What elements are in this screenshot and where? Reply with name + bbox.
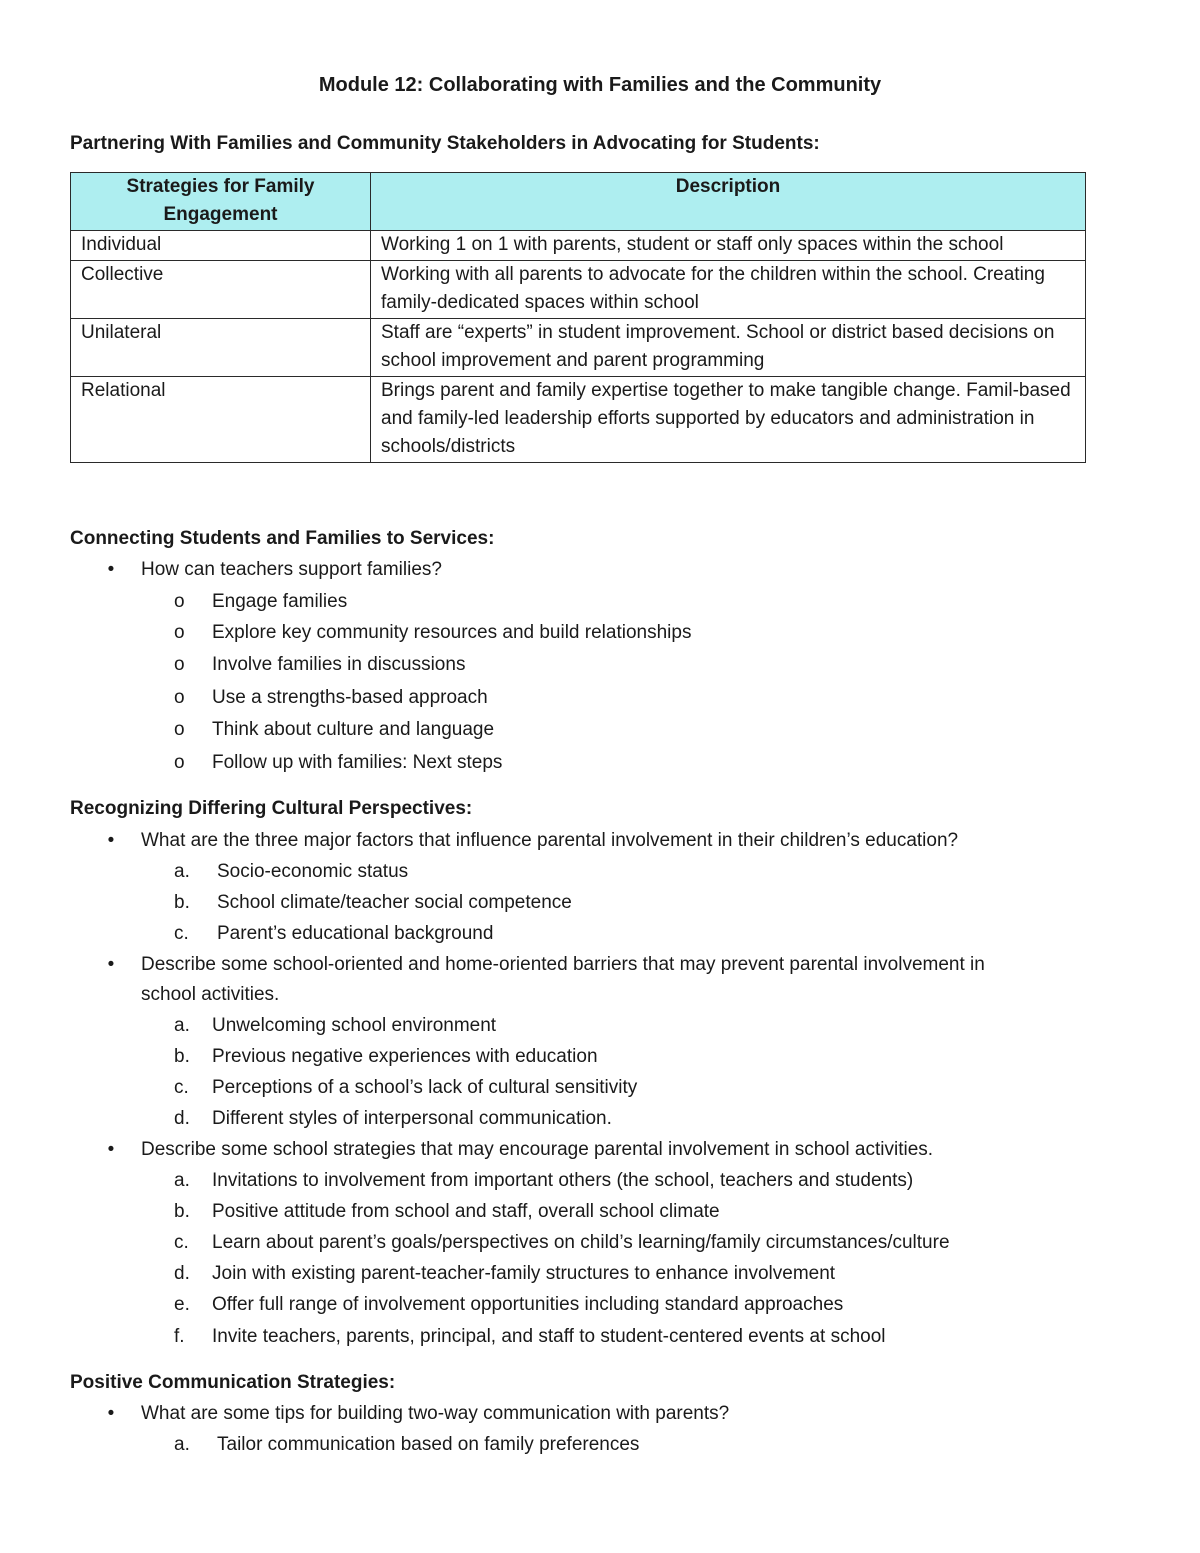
- table-cell-description: Working with all parents to advocate for the children within the school. Creating family-dedicated spaces within school: [371, 261, 1086, 319]
- letter-marker: e.: [174, 1294, 190, 1315]
- list-item: Positive attitude from school and staff, overall school climate: [212, 1201, 720, 1222]
- list-item: Learn about parent’s goals/perspectives on child’s learning/family circumstances/culture: [212, 1232, 950, 1253]
- table-row: [71, 319, 1086, 377]
- table-row: [71, 231, 1086, 261]
- bullet-marker: •: [107, 830, 115, 851]
- bullet-marker: •: [107, 559, 115, 580]
- list-item: Join with existing parent-teacher-family structures to enhance involvement: [212, 1263, 836, 1284]
- list-item: Unwelcoming school environment: [212, 1015, 497, 1036]
- bullet-text: Describe some school strategies that may encourage parental involvement in school activities.: [141, 1139, 934, 1160]
- table-header-strategies: Strategies for Family Engagement: [71, 173, 371, 231]
- bullet-text: Describe some school-oriented and home-oriented barriers that may prevent parental involvement in: [141, 954, 985, 975]
- list-item: Tailor communication based on family preferences: [217, 1434, 640, 1455]
- list-item: Perceptions of a school’s lack of cultural sensitivity: [212, 1077, 638, 1098]
- letter-marker: f.: [174, 1326, 185, 1347]
- table-cell-strategy: Unilateral: [71, 319, 371, 377]
- list-item: Previous negative experiences with education: [212, 1046, 598, 1067]
- bullet-marker: •: [107, 1403, 115, 1424]
- list-item: Engage families: [212, 591, 348, 612]
- list-item: Invitations to involvement from important others (the school, teachers and students): [212, 1170, 914, 1191]
- bullet-marker: •: [107, 954, 115, 975]
- table-cell-strategy: Individual: [71, 231, 371, 261]
- letter-marker: a.: [174, 1170, 190, 1191]
- letter-marker: a.: [174, 1015, 190, 1036]
- table-row: [71, 377, 1086, 463]
- circle-marker: o: [174, 591, 185, 612]
- list-item: Parent’s educational background: [217, 923, 494, 944]
- list-item: Socio-economic status: [217, 861, 409, 882]
- table-row: [71, 261, 1086, 319]
- letter-marker: c.: [174, 1077, 189, 1098]
- circle-marker: o: [174, 687, 185, 708]
- letter-marker: b.: [174, 892, 190, 913]
- letter-marker: b.: [174, 1201, 190, 1222]
- list-item: Follow up with families: Next steps: [212, 752, 503, 773]
- list-item: Invite teachers, parents, principal, and staff to student-centered events at school: [212, 1326, 886, 1347]
- list-item: Involve families in discussions: [212, 654, 466, 675]
- circle-marker: o: [174, 654, 185, 675]
- table-cell-strategy: Collective: [71, 261, 371, 319]
- table-header-description: Description: [371, 173, 1086, 231]
- bullet-marker: •: [107, 1139, 115, 1160]
- bullet-text: How can teachers support families?: [141, 559, 442, 580]
- list-item: Different styles of interpersonal communication.: [212, 1108, 612, 1129]
- list-item: Explore key community resources and build relationships: [212, 622, 692, 643]
- table-cell-description: Staff are “experts” in student improvement. School or district based decisions on school improvement and parent programming: [371, 319, 1086, 377]
- letter-marker: c.: [174, 923, 189, 944]
- section-heading-recognizing: Recognizing Differing Cultural Perspectives:: [70, 798, 473, 819]
- table-header-row: [71, 173, 1086, 231]
- letter-marker: d.: [174, 1263, 190, 1284]
- letter-marker: d.: [174, 1108, 190, 1129]
- table-cell-description: Brings parent and family expertise together to make tangible change. Famil-based and family-led leadership efforts supported by educators and administration in schools/districts: [371, 377, 1086, 463]
- letter-marker: c.: [174, 1232, 189, 1253]
- list-item: School climate/teacher social competence: [217, 892, 572, 913]
- letter-marker: a.: [174, 861, 190, 882]
- section-heading-partnering: Partnering With Families and Community Stakeholders in Advocating for Students:: [70, 133, 820, 154]
- strategies-table: [70, 172, 1086, 463]
- bullet-text: What are some tips for building two-way communication with parents?: [141, 1403, 730, 1424]
- circle-marker: o: [174, 752, 185, 773]
- section-heading-positive-communication: Positive Communication Strategies:: [70, 1372, 396, 1393]
- table-cell-description: Working 1 on 1 with parents, student or staff only spaces within the school: [371, 231, 1086, 261]
- letter-marker: b.: [174, 1046, 190, 1067]
- circle-marker: o: [174, 719, 185, 740]
- bullet-text: What are the three major factors that influence parental involvement in their children’s education?: [141, 830, 959, 851]
- page-title: Module 12: Collaborating with Families and the Community: [318, 74, 882, 96]
- circle-marker: o: [174, 622, 185, 643]
- section-heading-connecting: Connecting Students and Families to Services:: [70, 528, 495, 549]
- table-cell-strategy: Relational: [71, 377, 371, 463]
- list-item: Use a strengths-based approach: [212, 687, 488, 708]
- list-item: Think about culture and language: [212, 719, 495, 740]
- letter-marker: a.: [174, 1434, 190, 1455]
- list-item: Offer full range of involvement opportunities including standard approaches: [212, 1294, 844, 1315]
- bullet-text-continued: school activities.: [141, 984, 280, 1005]
